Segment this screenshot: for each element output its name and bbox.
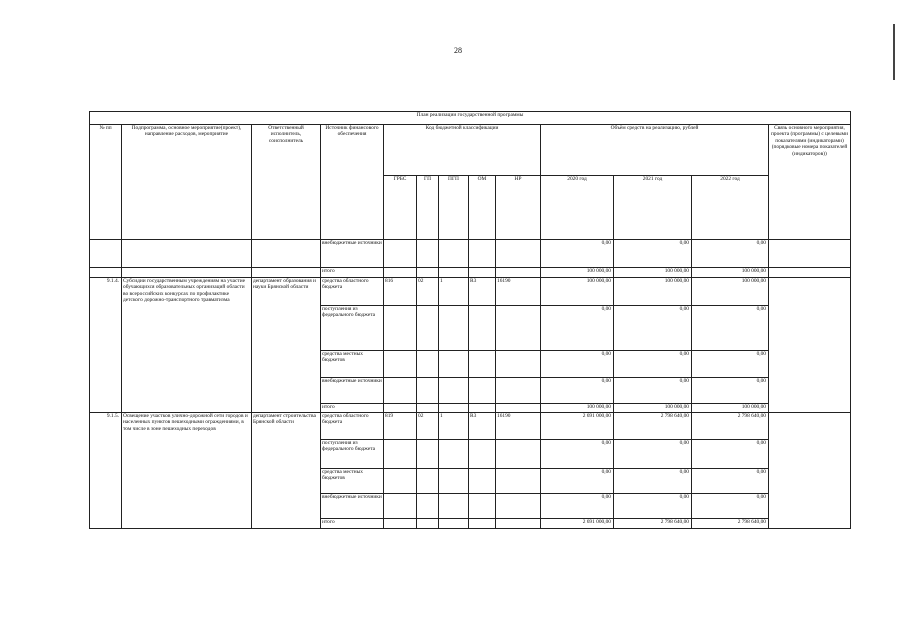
table-row (90, 413, 851, 440)
nr-cell (496, 469, 541, 494)
code-cell (417, 240, 439, 268)
responsible-executor: департамент образования и науки Брянской области (252, 278, 321, 413)
header-responsible: Ответственный исполнитель, соисполнитель (252, 125, 321, 240)
source-cell: средства областного бюджета (321, 278, 384, 306)
value-2021: 0,00 (614, 351, 692, 378)
measure-name: Освещение участков улично-дорожной сети городов и населенных пунктов пешеходными ограждениями, в том числе в зоне пешеходных переходов (122, 413, 252, 529)
source-cell: средства местных бюджетов (321, 469, 384, 494)
code-cell (496, 240, 541, 268)
header-budget-code: Код бюджетной классификации (384, 125, 541, 176)
source-cell: внебюджетные источники (321, 378, 384, 404)
header-source: Источник финансового обеспечения (321, 125, 384, 240)
code-cell (417, 268, 439, 278)
grbs-cell (384, 469, 417, 494)
grbs-cell (384, 519, 417, 529)
program-plan-table (89, 111, 851, 529)
value-2022: 100 000,00 (692, 404, 769, 413)
value-2020: 0,00 (541, 494, 614, 519)
empty-cell (122, 240, 252, 268)
value-2020: 0,00 (541, 378, 614, 404)
pgp-cell: 1 (439, 413, 469, 440)
gp-cell (417, 351, 439, 378)
code-cell (384, 240, 417, 268)
value-2022: 0,00 (692, 440, 769, 469)
om-cell (469, 469, 496, 494)
table-row (90, 278, 851, 306)
header-link: Связь основного мероприятия, проекта (программы) с целевыми показателями (индикаторами) (порядковые номера показателей (индикаторов)) (769, 125, 851, 240)
header-gp: ГП (417, 176, 439, 240)
value-2022: 0,00 (692, 378, 769, 404)
nr-cell (496, 519, 541, 529)
source-cell: средства областного бюджета (321, 413, 384, 440)
empty-cell (90, 268, 122, 278)
gp-cell: 02 (417, 413, 439, 440)
nr-cell: 16190 (496, 278, 541, 306)
pgp-cell (439, 440, 469, 469)
nr-cell (496, 378, 541, 404)
code-cell (439, 268, 469, 278)
pgp-cell (439, 469, 469, 494)
gp-cell (417, 306, 439, 351)
responsible-executor: департамент строительства Брянской области (252, 413, 321, 529)
value-2022: 0,00 (692, 351, 769, 378)
table-title: План реализации государственной программы (90, 112, 851, 125)
value-2022: 0,00 (692, 240, 769, 268)
grbs-cell (384, 404, 417, 413)
om-cell (469, 494, 496, 519)
header-2022: 2022 год (692, 176, 769, 240)
source-cell: внебюджетные источники (321, 494, 384, 519)
gp-cell (417, 519, 439, 529)
nr-cell: 16190 (496, 413, 541, 440)
pgp-cell (439, 378, 469, 404)
value-2020: 2 691 000,00 (541, 413, 614, 440)
header-name: Подпрограмма, основное мероприятие(проект), направление расходов, мероприятие (122, 125, 252, 240)
om-cell: R3 (469, 278, 496, 306)
code-cell (384, 268, 417, 278)
pgp-cell (439, 306, 469, 351)
gp-cell (417, 494, 439, 519)
value-2020: 100 000,00 (541, 278, 614, 306)
source-cell: поступления из федерального бюджета (321, 440, 384, 469)
nr-cell (496, 404, 541, 413)
value-2020: 100 000,00 (541, 268, 614, 278)
om-cell (469, 351, 496, 378)
value-2021: 0,00 (614, 240, 692, 268)
value-2021: 0,00 (614, 306, 692, 351)
grbs-cell (384, 306, 417, 351)
value-2020: 100 000,00 (541, 404, 614, 413)
value-2021: 100 000,00 (614, 278, 692, 306)
value-2021: 0,00 (614, 494, 692, 519)
nr-cell (496, 440, 541, 469)
value-2021: 0,00 (614, 378, 692, 404)
value-2021: 2 798 640,00 (614, 519, 692, 529)
nr-cell (496, 494, 541, 519)
value-2022: 100 000,00 (692, 278, 769, 306)
row-number: 9.1.5. (90, 413, 122, 529)
nr-cell (496, 306, 541, 351)
measure-name: Субсидии государственным учреждениям на участие обучающихся образовательных организаций области во всероссийских конкурсах по профилактике детского дорожно-транспортного травматизма (122, 278, 252, 413)
link-cell (769, 240, 851, 268)
link-cell (769, 413, 851, 529)
code-cell (439, 240, 469, 268)
value-2022: 100 000,00 (692, 268, 769, 278)
table-row (90, 240, 851, 268)
link-cell (769, 268, 851, 278)
value-2021: 2 798 640,00 (614, 413, 692, 440)
value-2020: 2 691 000,00 (541, 519, 614, 529)
source-cell: средства местных бюджетов (321, 351, 384, 378)
header-2021: 2021 год (614, 176, 692, 240)
value-2022: 2 798 640,00 (692, 519, 769, 529)
om-cell: R3 (469, 413, 496, 440)
header-2020: 2020 год (541, 176, 614, 240)
code-cell (469, 268, 496, 278)
grbs-cell: 816 (384, 278, 417, 306)
grbs-cell: 819 (384, 413, 417, 440)
link-cell (769, 278, 851, 413)
gp-cell: 02 (417, 278, 439, 306)
empty-cell (252, 240, 321, 268)
value-2020: 0,00 (541, 469, 614, 494)
om-cell (469, 378, 496, 404)
value-2021: 0,00 (614, 469, 692, 494)
header-pgp: ПГП (439, 176, 469, 240)
nr-cell (496, 351, 541, 378)
pgp-cell (439, 519, 469, 529)
header-volume: Объём средств на реализацию, рублей (541, 125, 769, 176)
value-2020: 0,00 (541, 351, 614, 378)
gp-cell (417, 404, 439, 413)
page-number: 28 (454, 46, 462, 55)
value-2020: 0,00 (541, 306, 614, 351)
value-2022: 0,00 (692, 494, 769, 519)
source-cell: внебюджетные источники (321, 240, 384, 268)
gp-cell (417, 440, 439, 469)
empty-cell (90, 240, 122, 268)
source-cell: итого (321, 519, 384, 529)
grbs-cell (384, 440, 417, 469)
gp-cell (417, 378, 439, 404)
code-cell (496, 268, 541, 278)
code-cell (469, 240, 496, 268)
om-cell (469, 306, 496, 351)
value-2022: 0,00 (692, 469, 769, 494)
grbs-cell (384, 351, 417, 378)
om-cell (469, 519, 496, 529)
grbs-cell (384, 494, 417, 519)
gp-cell (417, 469, 439, 494)
pgp-cell (439, 494, 469, 519)
source-cell: итого (321, 404, 384, 413)
om-cell (469, 404, 496, 413)
value-2020: 0,00 (541, 240, 614, 268)
pgp-cell: 1 (439, 278, 469, 306)
value-2020: 0,00 (541, 440, 614, 469)
header-grbs: ГРБС (384, 176, 417, 240)
row-number: 9.1.4. (90, 278, 122, 413)
om-cell (469, 440, 496, 469)
pgp-cell (439, 404, 469, 413)
source-cell: поступления из федерального бюджета (321, 306, 384, 351)
header-nr: НР (496, 176, 541, 240)
value-2021: 0,00 (614, 440, 692, 469)
scan-edge-line (893, 24, 895, 80)
empty-cell (252, 268, 321, 278)
value-2022: 0,00 (692, 306, 769, 351)
header-om: ОМ (469, 176, 496, 240)
header-num: № пп (90, 125, 122, 240)
empty-cell (122, 268, 252, 278)
pgp-cell (439, 351, 469, 378)
source-cell: итого (321, 268, 384, 278)
value-2021: 100 000,00 (614, 268, 692, 278)
grbs-cell (384, 378, 417, 404)
value-2022: 2 798 640,00 (692, 413, 769, 440)
value-2021: 100 000,00 (614, 404, 692, 413)
table-row (90, 268, 851, 278)
